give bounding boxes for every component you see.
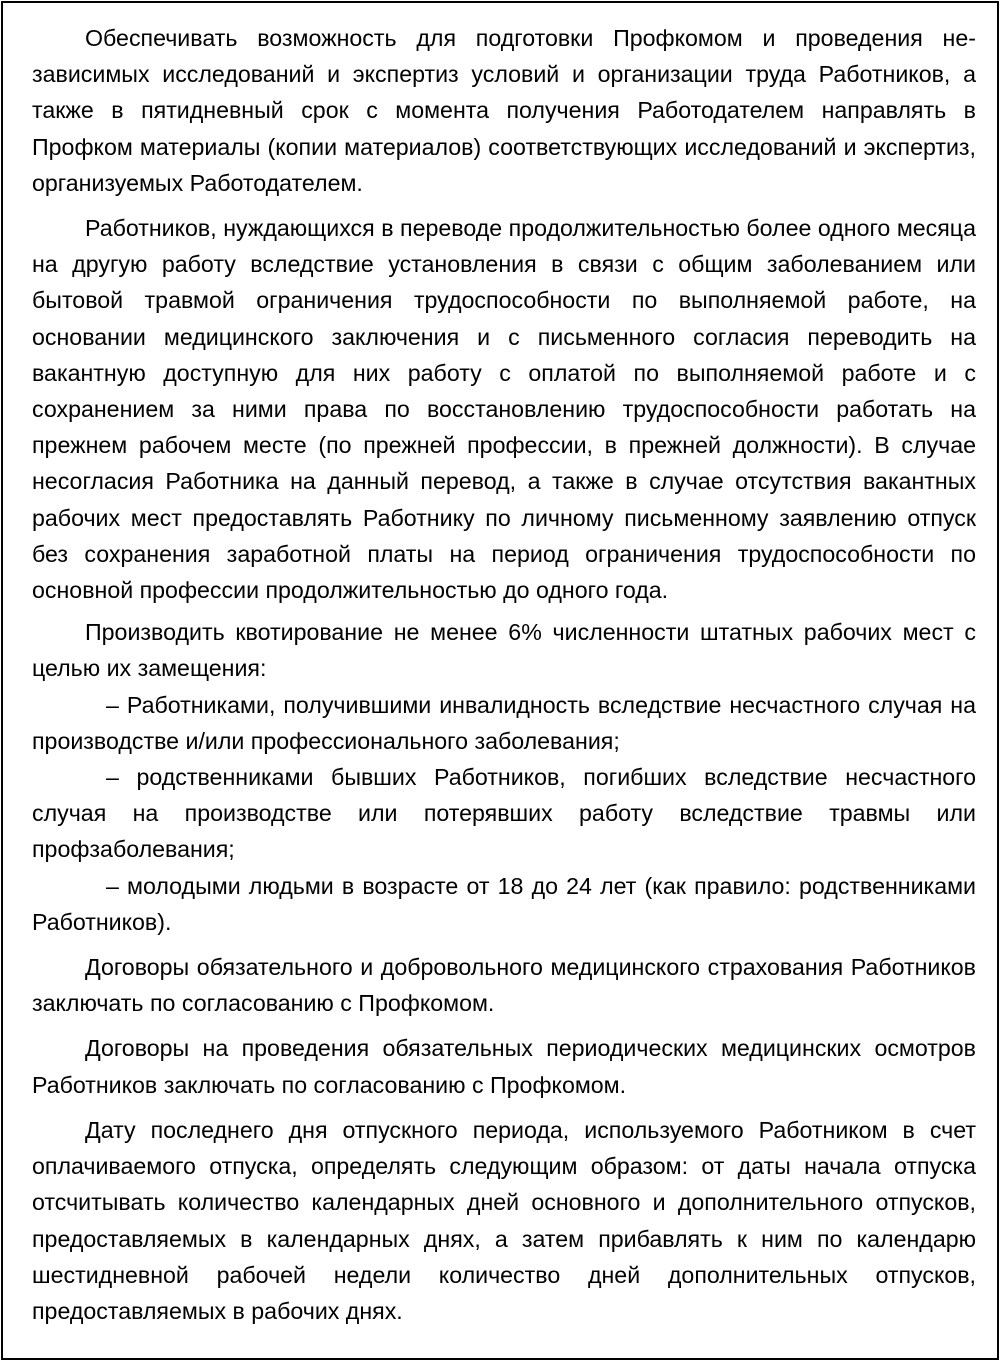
list-item-young-people: – молодыми людьми в возрасте от 18 до 24 лет (как правило: родственниками Работников).: [32, 872, 976, 935]
paragraph-quota-intro: Производить квотирование не менее 6% численности штатных рабочих мест с целью их замещения:: [32, 619, 976, 682]
paragraph-insurance: Договоры обязательного и добровольного медицинского страхования Работников заключать по согласованию с Профкомом.: [32, 954, 976, 1017]
list-item-disabled-workers: – Работниками, получившими инвалидность вследствие несчастного случая на производстве и/или профессионального заболевания;: [32, 691, 976, 754]
paragraph-transfer: Работников, нуждающихся в переводе продолжительностью более одного месяца на другую работу вследствие установления в связи с общим заболеванием или бытовой травмой ограничения трудоспособности по выполняемой работе, на основании медицинского заключения и с письменного согласия переводить на вакантную доступную для них работу с оплатой по выполняемой работе и с сохранением за ними права по восстановлению трудоспособности работать на прежнем рабочем месте (по прежней профессии, в прежней должности). В случае несогласия Работника на данный перевод, а также в случае отсутствия вакантных рабочих мест предоставлять Работнику по личному письменному заявлению отпуск без сохранения заработной платы на период ограничения трудоспособности по основной профессии продолжительностью до одного года.: [32, 215, 976, 604]
paragraph-medical-exams: Договоры на проведения обязательных периодических медицинских осмотров Работников заключать по согласованию с Профкомом.: [32, 1035, 976, 1098]
document-body: [32, 20, 976, 1338]
list-item-relatives: – родственниками бывших Работников, погибших вследствие несчастного случая на производстве или потерявших работу вследствие травмы или профзаболевания;: [32, 764, 976, 863]
paragraph-expertise: Обеспечивать возможность для подготовки Профкомом и проведения независимых исследований и экспертиз условий и организации труда Работников, а также в пятидневный срок с момента получения Работодателем направлять в Профком материалы (копии материалов) соответствующих исследований и экспертиз, организуемых Работодателем.: [32, 25, 976, 196]
paragraph-vacation-date: Дату последнего дня отпускного периода, используемого Работником в счет оплачиваемого отпуска, определять следующим образом: от даты начала отпуска отсчитывать количество календарных дней основного и дополнительного отпусков, предоставляемых в календарных днях, а затем прибавлять к ним по календарю шестидневной рабочей недели количество дней дополнительных отпусков, предоставляемых в рабочих днях.: [32, 1116, 976, 1324]
